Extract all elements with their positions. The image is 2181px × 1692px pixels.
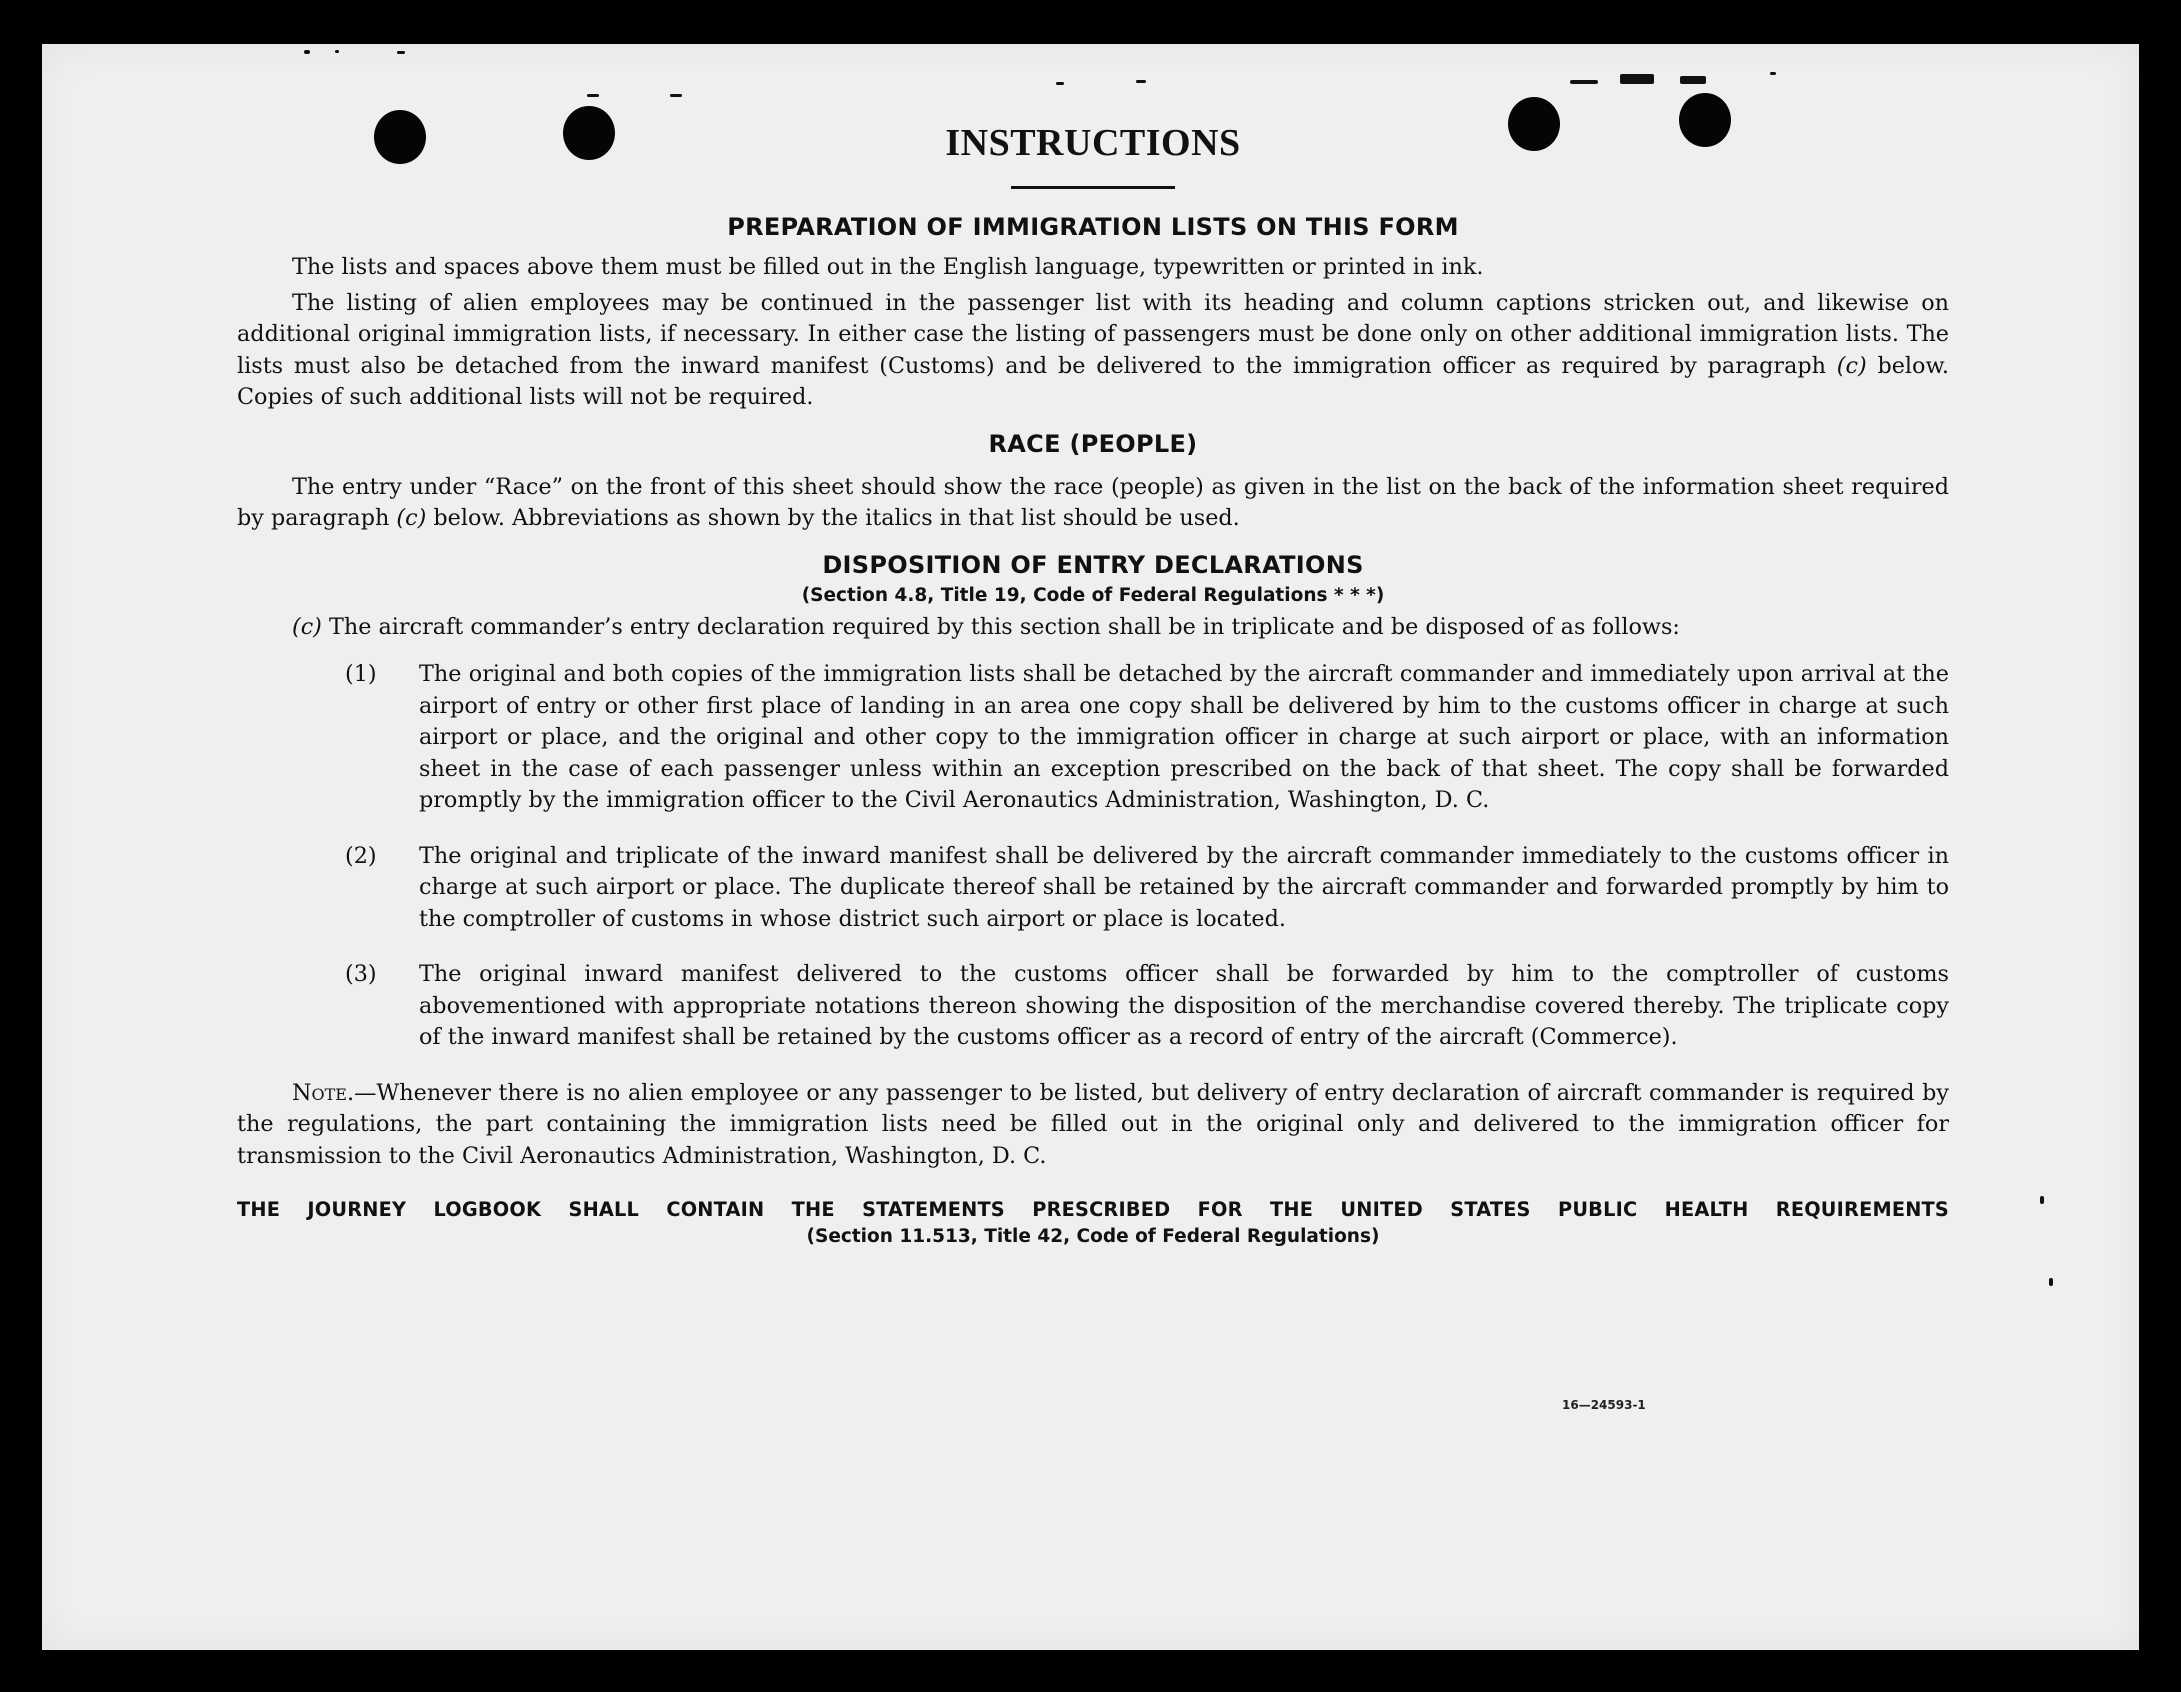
disposition-item-1 xyxy=(237,659,1949,817)
scan-speck xyxy=(335,50,339,53)
clause-c-text: The aircraft commander’s entry declaration required by this section shall be in triplicate and be disposed of as follows: xyxy=(321,613,1680,640)
disposition-item-2 xyxy=(237,841,1949,936)
scan-speck xyxy=(304,50,310,54)
scan-speck xyxy=(1770,72,1776,75)
scan-speck xyxy=(2049,1278,2053,1286)
item-number: (1) xyxy=(345,661,377,687)
clause-c-label: (c) xyxy=(292,613,322,640)
item-text: The original and both copies of the immigration lists shall be detached by the aircraft commander and immediately upon arrival at the airport of entry or other first place of landing in an area one copy shall be delivered by him to the customs officer in charge at such airport or place, and the original and other copy to the immigration officer in charge at such airport or place, with an information sheet in the case of each passenger unless within an exception prescribed on the back of that sheet. The copy shall be forwarded promptly by the immigration officer to the Civil Aeronautics Administration, Washington, D. C. xyxy=(419,661,1949,813)
instructions-content xyxy=(237,118,1949,1247)
preparation-paragraph-1: The lists and spaces above them must be filled out in the English language, typewritten or printed in ink. xyxy=(292,254,1484,280)
document-page xyxy=(42,44,2139,1650)
note-label: Note. xyxy=(292,1079,355,1106)
title-underline xyxy=(1011,186,1175,189)
race-heading: RACE (PEOPLE) xyxy=(988,429,1198,458)
scan-speck xyxy=(1620,74,1654,84)
note-paragraph xyxy=(237,1078,1949,1173)
scan-speck xyxy=(1680,76,1706,84)
health-requirements-heading: THE JOURNEY LOGBOOK SHALL CONTAIN THE STATEMENTS PRESCRIBED FOR THE UNITED STATES PUBLIC HEALTH REQUIREMENTS xyxy=(237,1198,1949,1221)
clause-c xyxy=(237,612,1949,644)
form-number: 16—24593-1 xyxy=(1562,1398,1646,1412)
page-title: INSTRUCTIONS xyxy=(945,122,1241,164)
race-paragraph-end: below. Abbreviations as shown by the italics in that list should be used. xyxy=(426,505,1240,531)
disposition-heading: DISPOSITION OF ENTRY DECLARATIONS xyxy=(822,550,1364,579)
note-text: —Whenever there is no alien employee or any passenger to be listed, but delivery of entry declaration of aircraft commander is required by the regulations, the part containing the immigration lists need be filled out in the original only and delivered to the immigration officer for transmission to the Civil Aeronautics Administration, Washington, D. C. xyxy=(237,1079,1949,1169)
scan-speck xyxy=(587,94,599,97)
preparation-heading: PREPARATION OF IMMIGRATION LISTS ON THIS FORM xyxy=(727,213,1459,241)
disposition-item-3 xyxy=(237,959,1949,1054)
scan-speck xyxy=(1136,80,1146,83)
scan-speck xyxy=(1570,80,1598,84)
item-text: The original inward manifest delivered to the customs officer shall be forwarded by him to the comptroller of customs abovementioned with appropriate notations thereon showing the disposition of the merchandise covered thereby. The triplicate copy of the inward manifest shall be retained by the customs officer as a record of entry of the aircraft (Commerce). xyxy=(419,961,1949,1050)
scan-speck xyxy=(1056,82,1064,85)
health-citation: (Section 11.513, Title 42, Code of Federal Regulations) xyxy=(806,1226,1380,1247)
paragraph-reference: (c) xyxy=(396,505,427,531)
paragraph-reference: (c) xyxy=(1836,352,1867,379)
scan-speck xyxy=(2040,1196,2044,1204)
item-text: The original and triplicate of the inward manifest shall be delivered by the aircraft commander immediately to the customs officer in charge at such airport or place. The duplicate thereof shall be retained by the aircraft commander and forwarded promptly by him to the comptroller of customs in whose district such airport or place is located. xyxy=(419,842,1949,932)
item-number: (3) xyxy=(345,961,377,987)
race-paragraph xyxy=(237,472,1949,535)
race-paragraph-text: The entry under “Race” on the front of this sheet should show the race (people) as given in the list on the back of the information sheet required by paragraph xyxy=(237,473,1949,531)
preparation-paragraph-2 xyxy=(237,288,1949,414)
item-number: (2) xyxy=(345,842,377,869)
preparation-paragraph-2-text: The listing of alien employees may be continued in the passenger list with its heading and column captions stricken out, and likewise on additional original immigration lists, if necessary. In either case the listing of passengers must be done only on other additional immigration lists. The lists must also be detached from the inward manifest (Customs) and be delivered to the immigration officer as required by paragraph xyxy=(237,289,1949,379)
scan-speck xyxy=(397,51,405,54)
scan-speck xyxy=(670,94,682,97)
preparation-paragraph-2-end: below. Copies of such additional lists will not be required. xyxy=(237,352,1949,410)
disposition-citation: (Section 4.8, Title 19, Code of Federal Regulations * * *) xyxy=(801,584,1385,606)
